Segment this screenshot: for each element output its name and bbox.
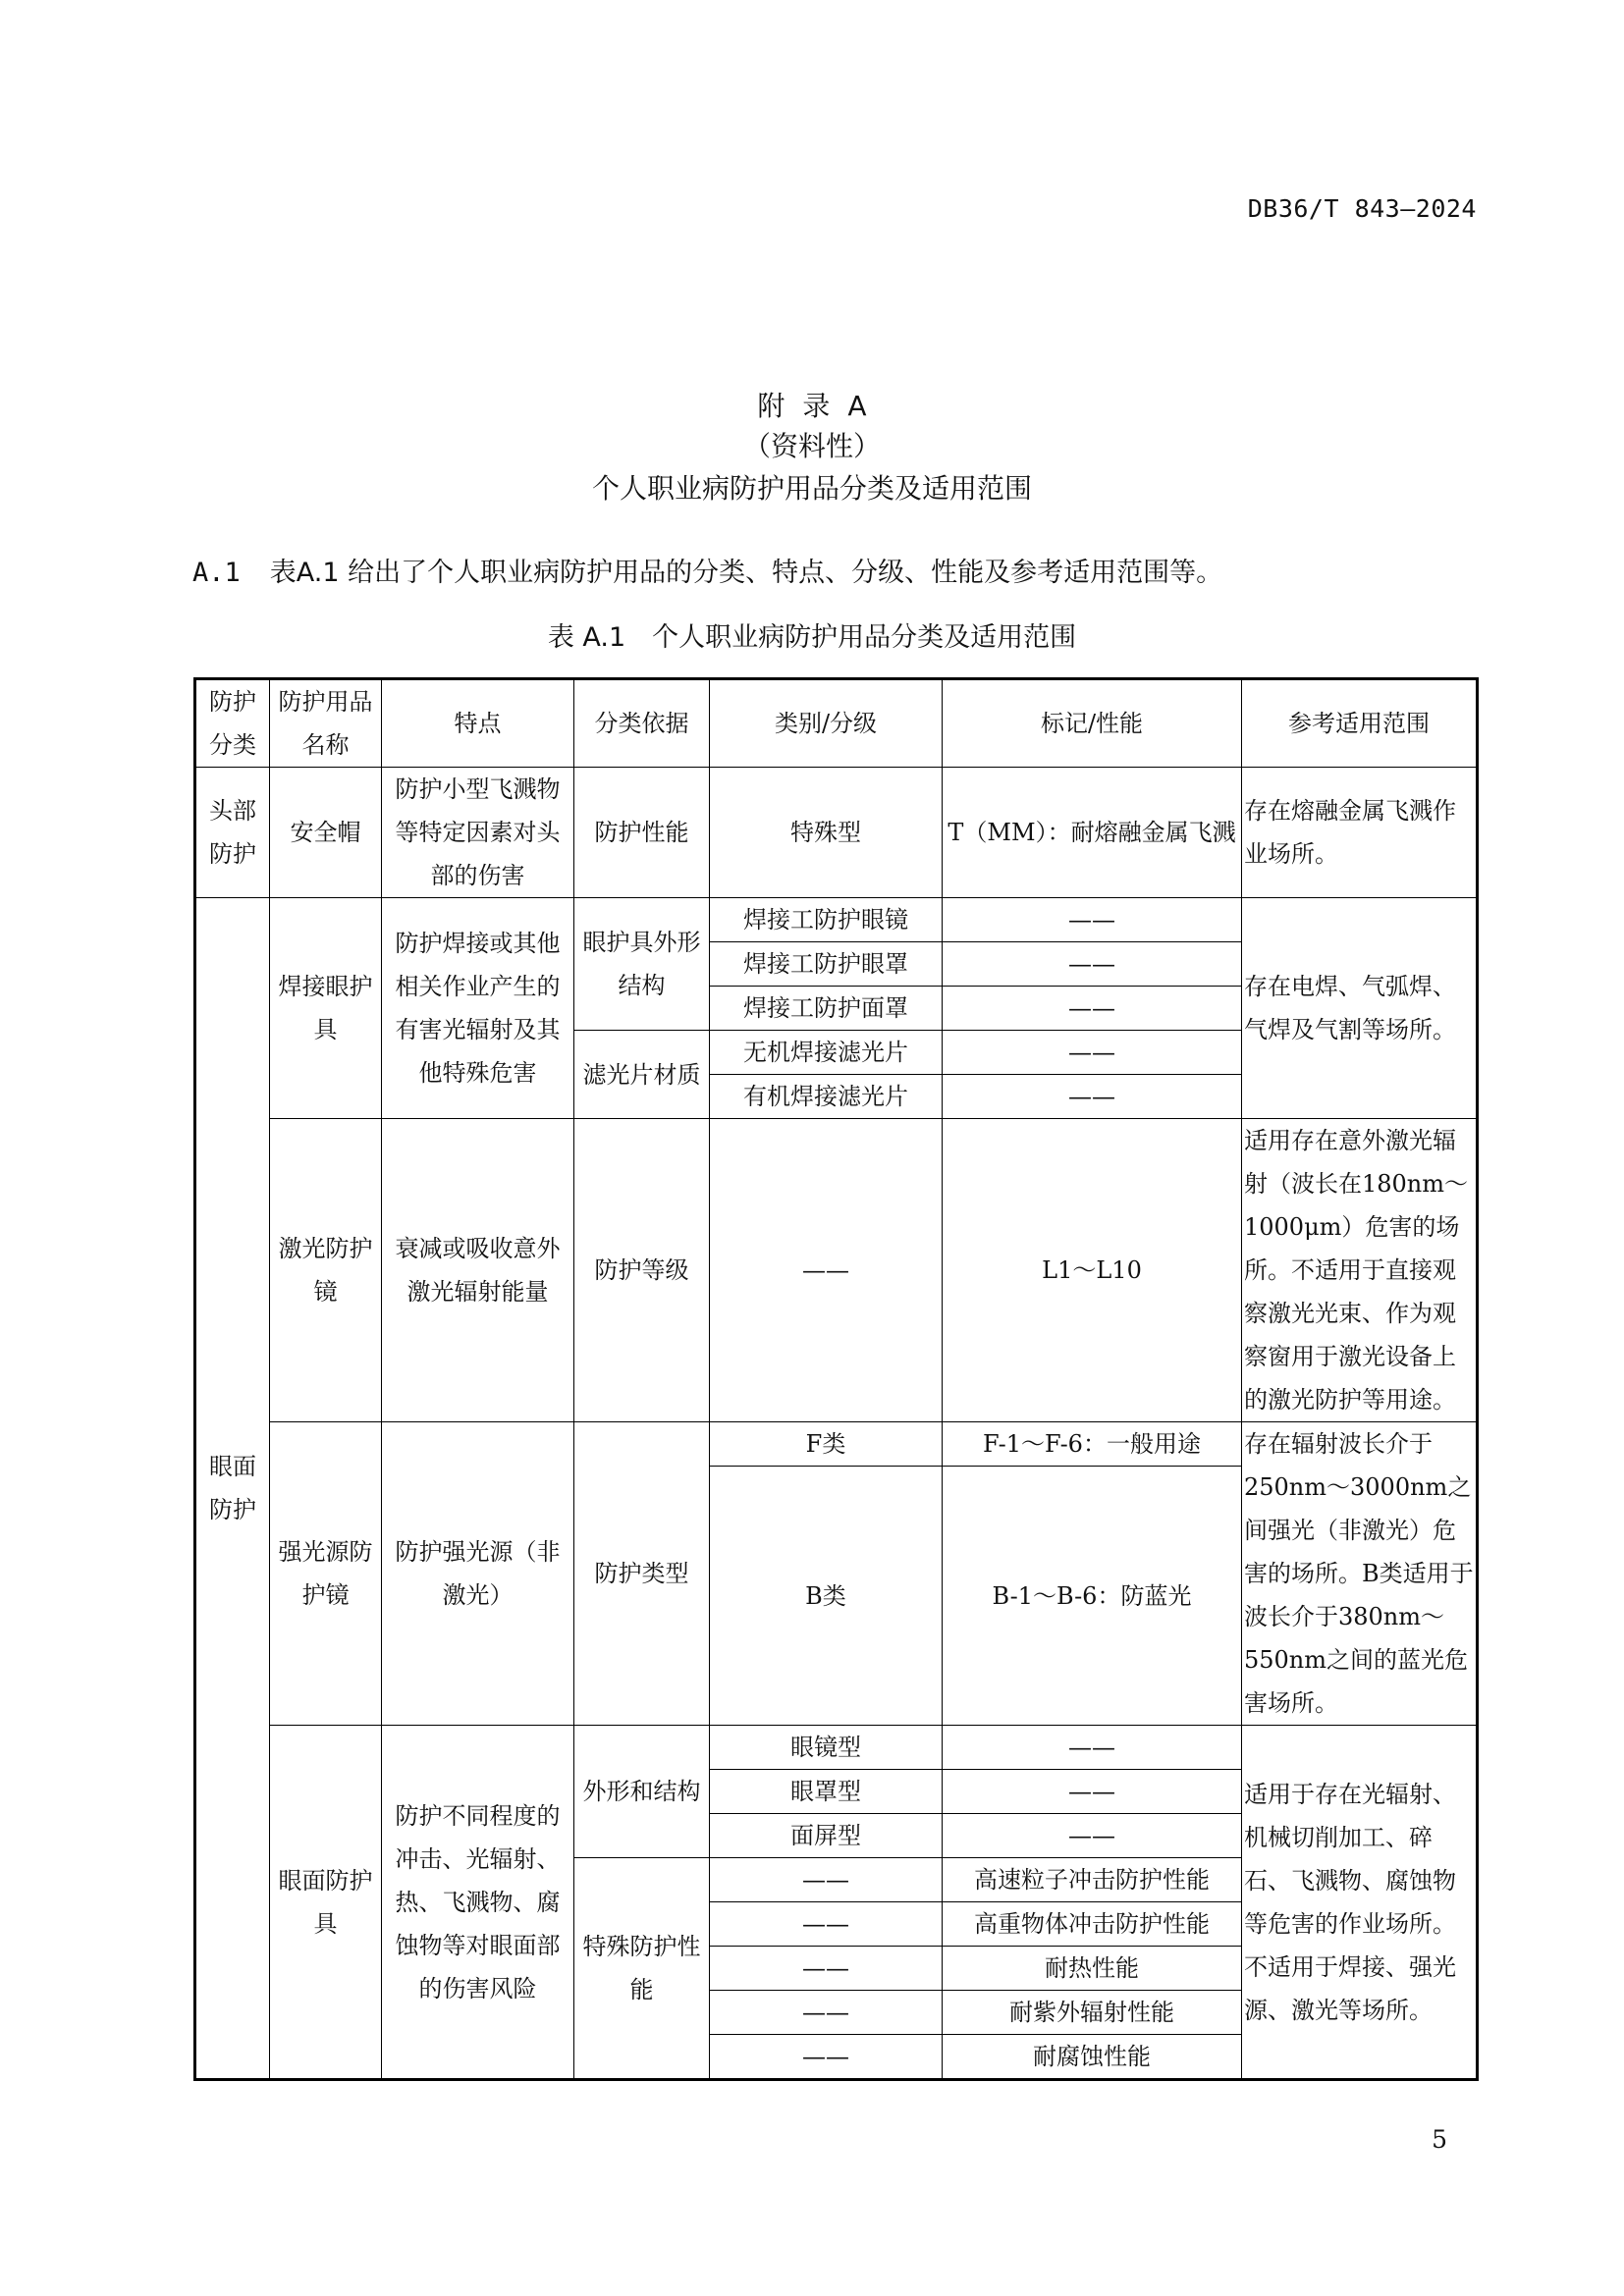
table-caption: 表 A.1 个人职业病防护用品分类及适用范围 [547,622,1077,653]
col-header-basis: 分类依据 [574,679,710,768]
cell-helmet-mark: T（MM）：耐熔融金属飞溅 [943,768,1242,898]
cell-intense-grade-f: F类 [710,1422,943,1467]
page-number: 5 [1432,2125,1447,2154]
cell-welding-grade: 焊接工防护面罩 [710,987,943,1031]
cell-laser-item: 激光防护镜 [270,1119,382,1422]
cell-face-mark: —— [943,1814,1242,1858]
cell-face-mark: —— [943,1726,1242,1770]
cell-welding-mark: —— [943,898,1242,942]
cell-welding-feature: 防护焊接或其他相关作业产生的有害光辐射及其他特殊危害 [382,898,574,1119]
table-row-welding-1 [195,898,1478,942]
cell-intense-scope: 存在辐射波长介于250nm～3000nm之间强光（非激光）危害的场所。B类适用于波长介于380nm～550nm之间的蓝光危害场所。 [1242,1422,1478,1726]
table-row-laser [195,1119,1478,1422]
cell-intense-mark-b: B-1～B-6：防蓝光 [943,1467,1242,1726]
cell-intense-item: 强光源防护镜 [270,1422,382,1726]
cell-intense-mark-f: F-1～F-6：一般用途 [943,1422,1242,1467]
table-row-helmet [195,768,1478,898]
cell-laser-basis: 防护等级 [574,1119,710,1422]
cell-intense-basis: 防护类型 [574,1422,710,1726]
cell-face-grade: —— [710,1902,943,1947]
classification-table [193,677,1479,2081]
cell-welding-mark: —— [943,1075,1242,1119]
col-header-scope: 参考适用范围 [1242,679,1478,768]
cell-helmet-scope: 存在熔融金属飞溅作业场所。 [1242,768,1478,898]
appendix-title: 附录A [757,390,885,422]
cell-face-grade: —— [710,1947,943,1991]
cell-face-scope [1242,1726,1478,2080]
cell-face-grade: —— [710,1858,943,1902]
cell-face-mark: 耐热性能 [943,1947,1242,1991]
cell-welding-grade: 有机焊接滤光片 [710,1075,943,1119]
cell-face-grade: —— [710,1991,943,2035]
intro-paragraph [192,551,1222,589]
cell-laser-feature: 衰减或吸收意外激光辐射能量 [382,1119,574,1422]
cell-face-feature: 防护不同程度的冲击、光辐射、热、飞溅物、腐蚀物等对眼面部的伤害风险 [382,1726,574,2080]
cell-welding-mark: —— [943,1031,1242,1075]
cell-eye-category: 眼面防护 [195,898,270,2080]
intro-text: 表A.1 给出了个人职业病防护用品的分类、特点、分级、性能及参考适用范围等。 [269,558,1223,588]
col-header-category: 防护分类 [195,679,270,768]
standard-code: DB36/T 843—2024 [1247,194,1477,223]
cell-welding-grade: 焊接工防护眼罩 [710,942,943,987]
col-header-item: 防护用品名称 [270,679,382,768]
col-header-grade: 类别/分级 [710,679,943,768]
cell-laser-grade: —— [710,1119,943,1422]
col-header-feature: 特点 [382,679,574,768]
cell-face-mark: 耐腐蚀性能 [943,2035,1242,2080]
cell-face-mark: —— [943,1770,1242,1814]
cell-welding-mark: —— [943,987,1242,1031]
cell-helmet-basis: 防护性能 [574,768,710,898]
table-header-row [195,679,1478,768]
intro-number: A.1 [192,558,241,588]
cell-laser-mark: L1～L10 [943,1119,1242,1422]
cell-welding-scope: 存在电焊、气弧焊、气焊及气割等场所。 [1242,898,1478,1119]
table-row-intense-f [195,1422,1478,1467]
cell-face-grade: 面屏型 [710,1814,943,1858]
face-scope-not-applicable: 不适用于焊接、强光源、激光等场所。 [1244,1952,1456,2024]
cell-face-item: 眼面防护具 [270,1726,382,2080]
cell-face-basis-perf: 特殊防护性能 [574,1858,710,2080]
face-scope-applicable: 适用于存在光辐射、机械切削加工、碎石、飞溅物、腐蚀物等危害的作业场所。 [1244,1780,1456,1938]
cell-face-grade: —— [710,2035,943,2080]
cell-welding-basis-shape: 眼护具外形结构 [574,898,710,1031]
cell-face-basis-shape: 外形和结构 [574,1726,710,1858]
cell-welding-grade: 无机焊接滤光片 [710,1031,943,1075]
cell-helmet-feature: 防护小型飞溅物等特定因素对头部的伤害 [382,768,574,898]
cell-face-grade: 眼镜型 [710,1726,943,1770]
cell-helmet-grade: 特殊型 [710,768,943,898]
cell-face-grade: 眼罩型 [710,1770,943,1814]
cell-intense-grade-b: B类 [710,1467,943,1726]
cell-welding-item: 焊接眼护具 [270,898,382,1119]
cell-welding-mark: —— [943,942,1242,987]
cell-face-mark: 耐紫外辐射性能 [943,1991,1242,2035]
appendix-name: 个人职业病防护用品分类及适用范围 [591,472,1032,505]
cell-face-mark: 高速粒子冲击防护性能 [943,1858,1242,1902]
cell-welding-grade: 焊接工防护眼镜 [710,898,943,942]
cell-welding-basis-filter: 滤光片材质 [574,1031,710,1119]
cell-head-category: 头部防护 [195,768,270,898]
cell-face-mark: 高重物体冲击防护性能 [943,1902,1242,1947]
cell-intense-feature: 防护强光源（非激光） [382,1422,574,1726]
cell-helmet-item: 安全帽 [270,768,382,898]
appendix-subtitle: （资料性） [742,430,881,462]
col-header-mark: 标记/性能 [943,679,1242,768]
table-row-face-1 [195,1726,1478,1770]
cell-laser-scope: 适用存在意外激光辐射（波长在180nm～1000μm）危害的场所。不适用于直接观察激光光束、作为观察窗用于激光设备上的激光防护等用途。 [1242,1119,1478,1422]
